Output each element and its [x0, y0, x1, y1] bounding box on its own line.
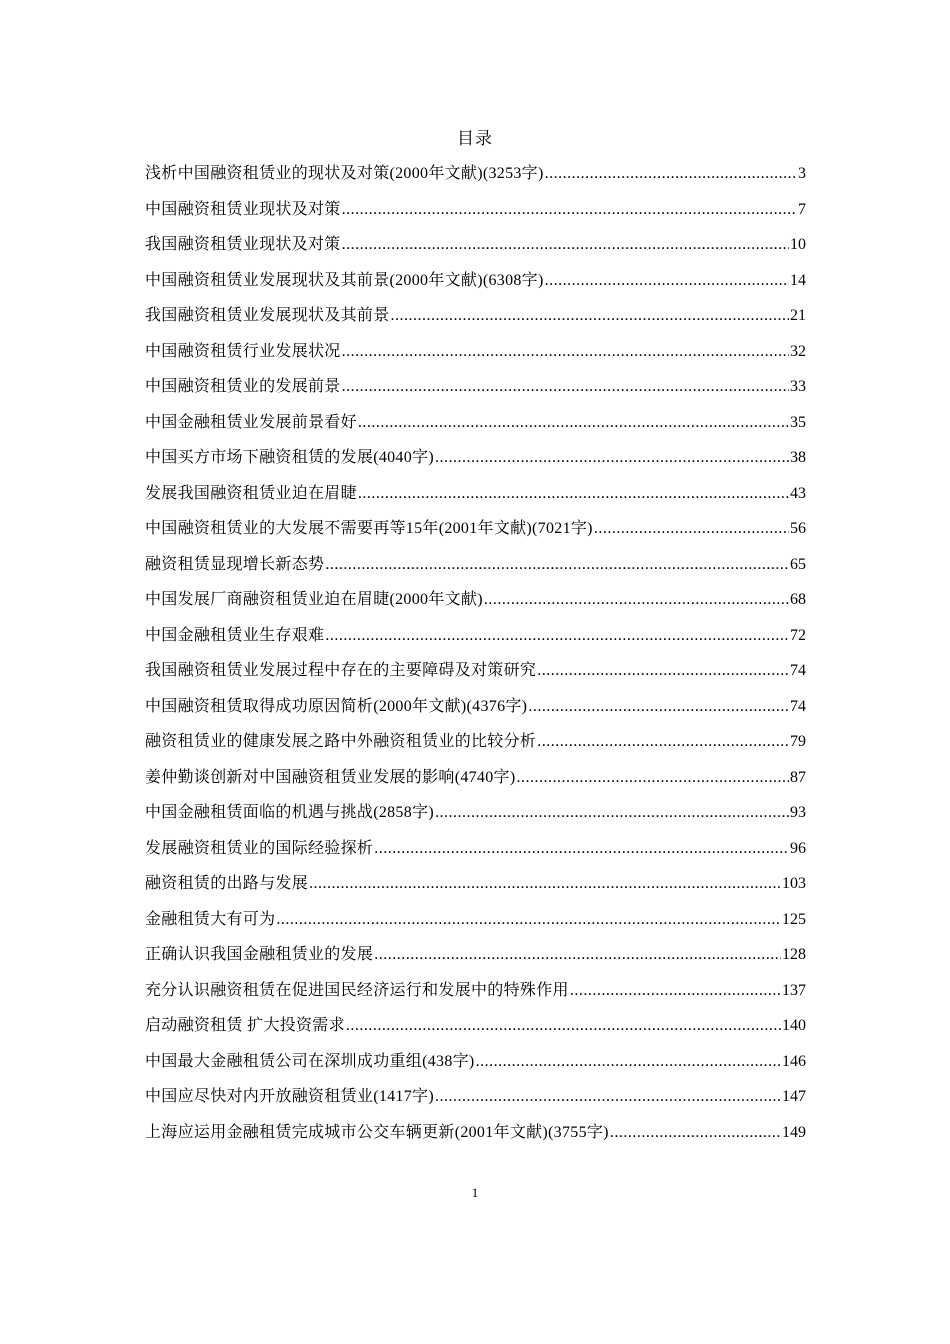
toc-entry[interactable]	[145, 233, 806, 269]
page-number: 1	[471, 1185, 479, 1200]
table-of-contents	[145, 162, 806, 1156]
toc-entry[interactable]	[145, 1050, 806, 1086]
toc-entry-page[interactable]: 32	[790, 342, 806, 360]
toc-entry-page[interactable]: 140	[782, 1017, 806, 1034]
toc-dot-leader	[391, 304, 789, 328]
toc-entry-page[interactable]: 68	[790, 591, 806, 608]
toc-entry[interactable]	[145, 304, 806, 340]
toc-entry[interactable]	[145, 801, 806, 837]
toc-dot-leader	[374, 837, 789, 861]
toc-dot-leader	[309, 872, 781, 896]
toc-entry-title[interactable]: 姜仲勤谈创新对中国融资租赁业发展的影响(4740字)	[145, 768, 516, 786]
toc-entry-page[interactable]: 65	[790, 555, 806, 573]
toc-entry[interactable]	[145, 588, 806, 624]
toc-entry-page[interactable]: 33	[790, 378, 806, 395]
toc-entry-title[interactable]: 充分认识融资租赁在促进国民经济运行和发展中的特殊作用	[145, 981, 569, 999]
toc-entry-title[interactable]: 中国融资租赁业发展现状及其前景(2000年文献)(6308字)	[145, 271, 544, 289]
toc-dot-leader	[435, 446, 789, 470]
toc-dot-leader	[342, 233, 789, 257]
toc-entry-page[interactable]: 149	[782, 1123, 806, 1141]
toc-entry[interactable]	[145, 943, 806, 979]
toc-entry-title[interactable]: 启动融资租赁 扩大投资需求	[145, 1017, 345, 1034]
toc-entry-page[interactable]: 56	[790, 520, 806, 537]
toc-entry-title[interactable]: 融资租赁业的健康发展之路中外融资租赁业的比较分析	[145, 733, 537, 750]
toc-dot-leader	[358, 411, 789, 435]
toc-entry-page[interactable]: 125	[782, 910, 806, 928]
toc-dot-leader	[570, 979, 781, 1003]
toc-entry-page[interactable]: 146	[782, 1052, 806, 1070]
toc-entry-title[interactable]: 我国融资租赁业发展现状及其前景	[145, 307, 390, 324]
toc-dot-leader	[358, 482, 789, 506]
toc-entry-title[interactable]: 中国金融租赁业生存艰难	[145, 626, 325, 644]
toc-entry-page[interactable]: 38	[790, 449, 806, 466]
toc-entry[interactable]	[145, 340, 806, 376]
toc-entry-page[interactable]: 87	[790, 768, 806, 786]
toc-entry-title[interactable]: 中国金融租赁面临的机遇与挑战(2858字)	[145, 804, 434, 821]
toc-dot-leader	[435, 1085, 781, 1109]
toc-dot-leader	[276, 908, 781, 932]
toc-entry-page[interactable]: 74	[790, 697, 806, 715]
toc-entry-page[interactable]: 72	[790, 626, 806, 644]
toc-heading: 目录	[457, 129, 493, 148]
toc-dot-leader	[435, 801, 789, 825]
toc-entry-title[interactable]: 正确认识我国金融租赁业的发展	[145, 946, 374, 963]
toc-entry-title[interactable]: 中国融资租赁取得成功原因简析(2000年文献)(4376字)	[145, 697, 528, 715]
toc-entry[interactable]	[145, 766, 806, 802]
toc-entry[interactable]	[145, 695, 806, 731]
toc-entry-title[interactable]: 上海应运用金融租赁完成城市公交车辆更新(2001年文献)(3755字)	[145, 1123, 609, 1141]
toc-entry-page[interactable]: 10	[790, 236, 806, 253]
toc-dot-leader	[476, 1050, 781, 1074]
toc-entry-page[interactable]: 93	[790, 804, 806, 821]
toc-entry-page[interactable]: 3	[798, 165, 806, 182]
toc-entry-title[interactable]: 中国融资租赁行业发展状况	[145, 342, 341, 360]
toc-dot-leader	[374, 943, 781, 967]
toc-entry[interactable]	[145, 411, 806, 447]
toc-entry[interactable]	[145, 375, 806, 411]
toc-entry-page[interactable]: 128	[782, 946, 806, 963]
toc-entry-title[interactable]: 金融租赁大有可为	[145, 910, 276, 928]
toc-entry-title[interactable]: 中国融资租赁业现状及对策	[145, 200, 341, 218]
toc-dot-leader	[528, 695, 789, 719]
toc-entry-title[interactable]: 中国金融租赁业发展前景看好	[145, 413, 357, 431]
toc-entry[interactable]	[145, 269, 806, 305]
toc-dot-leader	[594, 517, 789, 541]
toc-entry[interactable]	[145, 446, 806, 482]
toc-entry[interactable]	[145, 553, 806, 589]
toc-entry-title[interactable]: 我国融资租赁业现状及对策	[145, 236, 341, 253]
toc-entry-page[interactable]: 79	[790, 733, 806, 750]
toc-entry-title[interactable]: 发展我国融资租赁业迫在眉睫	[145, 484, 357, 502]
toc-dot-leader	[325, 553, 789, 577]
toc-dot-leader	[325, 624, 789, 648]
toc-entry-title[interactable]: 中国融资租赁业的大发展不需要再等15年(2001年文献)(7021字)	[145, 520, 593, 537]
toc-entry-title[interactable]: 融资租赁显现增长新态势	[145, 555, 325, 573]
toc-entry-title[interactable]: 融资租赁的出路与发展	[145, 875, 309, 892]
toc-entry-page[interactable]: 21	[790, 307, 806, 324]
toc-dot-leader	[537, 659, 789, 683]
toc-entry-page[interactable]: 96	[790, 839, 806, 857]
toc-entry-title[interactable]: 发展融资租赁业的国际经验探析	[145, 839, 374, 857]
toc-entry[interactable]	[145, 979, 806, 1015]
toc-entry-page[interactable]: 74	[790, 662, 806, 679]
toc-entry[interactable]	[145, 162, 806, 198]
toc-entry-page[interactable]: 147	[782, 1088, 806, 1105]
toc-entry[interactable]	[145, 1085, 806, 1121]
toc-entry[interactable]	[145, 198, 806, 234]
toc-entry-title[interactable]: 浅析中国融资租赁业的现状及对策(2000年文献)(3253字)	[145, 165, 544, 182]
toc-entry-title[interactable]: 中国最大金融租赁公司在深圳成功重组(438字)	[145, 1052, 475, 1070]
toc-entry-title[interactable]: 我国融资租赁业发展过程中存在的主要障碍及对策研究	[145, 662, 537, 679]
toc-entry[interactable]	[145, 659, 806, 695]
toc-entry-title[interactable]: 中国融资租赁业的发展前景	[145, 378, 341, 395]
toc-dot-leader	[342, 198, 797, 222]
toc-dot-leader	[346, 1014, 781, 1038]
toc-entry[interactable]	[145, 624, 806, 660]
toc-dot-leader	[484, 588, 789, 612]
toc-entry-page[interactable]: 103	[782, 875, 806, 892]
toc-entry-page[interactable]: 7	[798, 200, 806, 218]
toc-entry-page[interactable]: 137	[782, 981, 806, 999]
toc-entry[interactable]	[145, 1121, 806, 1157]
toc-entry[interactable]	[145, 1014, 806, 1050]
toc-dot-leader	[342, 375, 789, 399]
toc-dot-leader	[516, 766, 789, 790]
toc-dot-leader	[342, 340, 789, 364]
toc-dot-leader	[545, 162, 797, 186]
toc-entry[interactable]	[145, 872, 806, 908]
toc-entry-page[interactable]: 35	[790, 413, 806, 431]
toc-dot-leader	[545, 269, 789, 293]
toc-entry-title[interactable]: 中国发展厂商融资租赁业迫在眉睫(2000年文献)	[145, 591, 483, 608]
toc-entry-title[interactable]: 中国买方市场下融资租赁的发展(4040字)	[145, 449, 434, 466]
toc-entry[interactable]	[145, 837, 806, 873]
toc-entry[interactable]	[145, 517, 806, 553]
toc-dot-leader	[610, 1121, 781, 1145]
toc-entry-page[interactable]: 43	[790, 484, 806, 502]
toc-entry-title[interactable]: 中国应尽快对内开放融资租赁业(1417字)	[145, 1088, 434, 1105]
toc-entry[interactable]	[145, 730, 806, 766]
toc-entry-page[interactable]: 14	[790, 271, 806, 289]
toc-dot-leader	[537, 730, 789, 754]
toc-entry[interactable]	[145, 482, 806, 518]
toc-entry[interactable]	[145, 908, 806, 944]
